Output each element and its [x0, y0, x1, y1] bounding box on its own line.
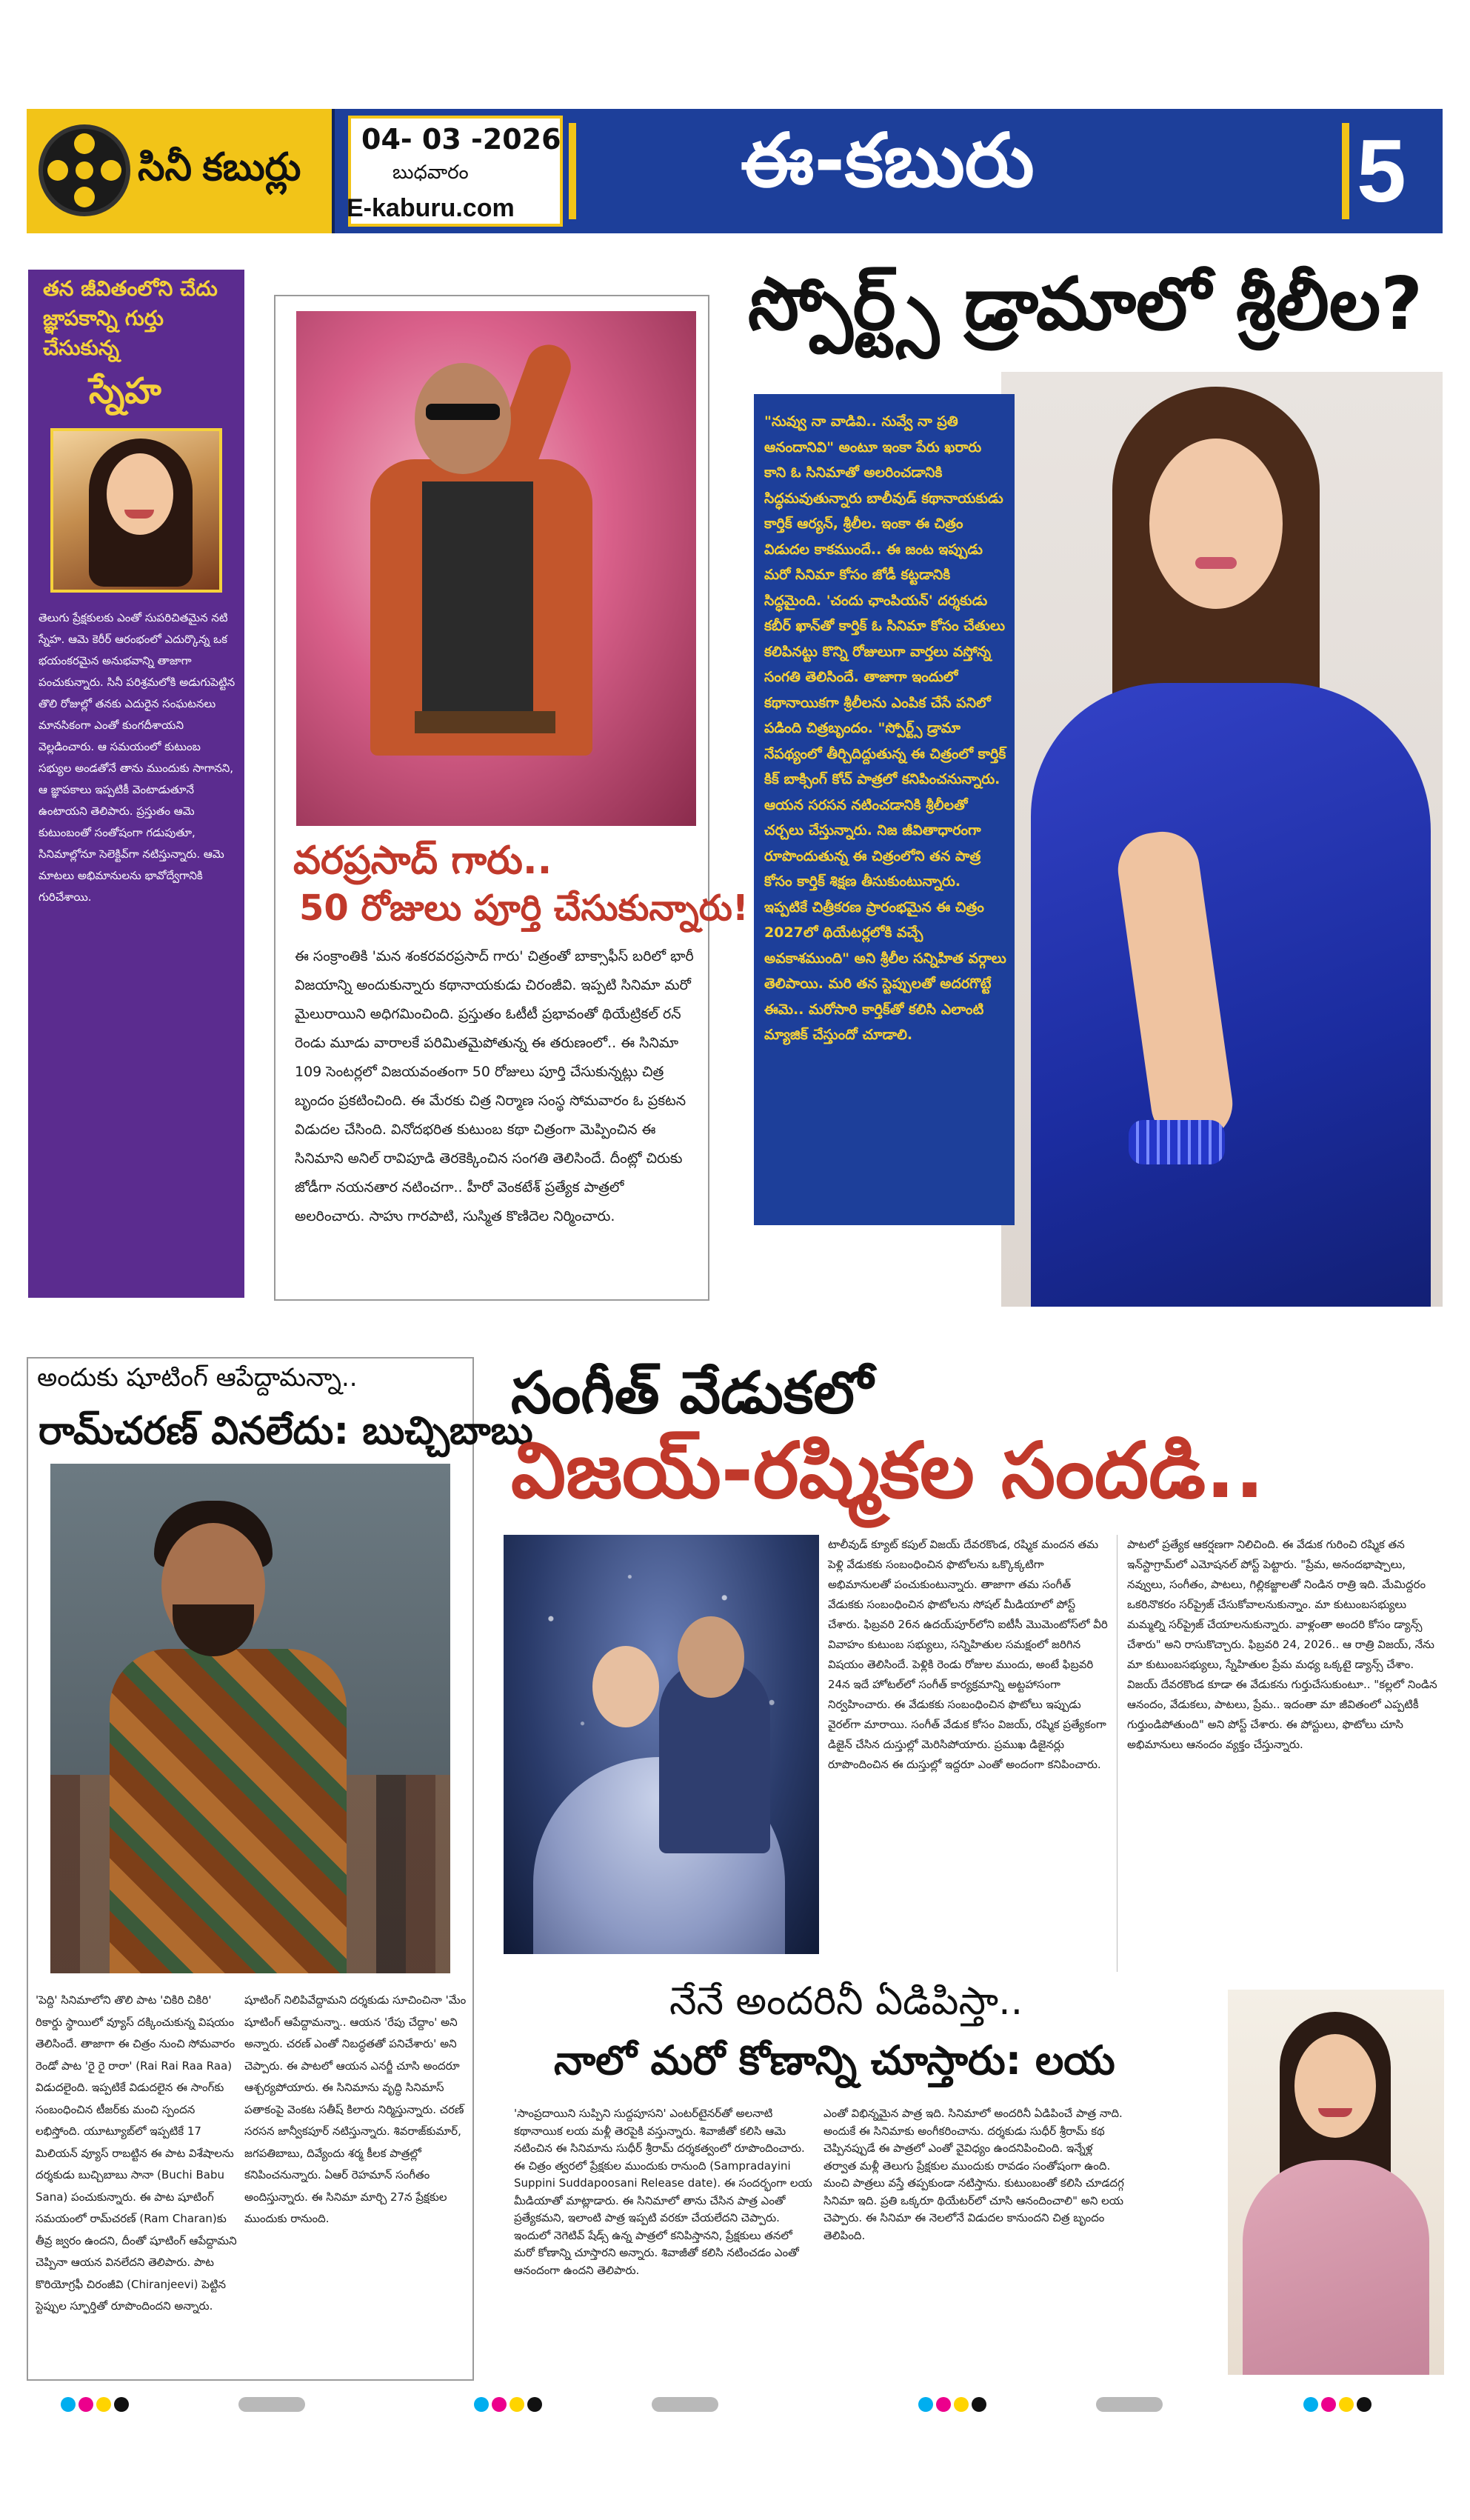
issue-day: బుధవారం [392, 161, 469, 184]
chiranjeevi-headline-line2: 50 రోజులు పూర్తి చేసుకున్నారు! [299, 887, 749, 929]
sneha-name: స్నేహ [89, 370, 161, 412]
chiranjeevi-actor-photo [296, 311, 696, 826]
registration-dot [972, 2397, 986, 2412]
vijay-rashmika-article-body: టాలీవుడ్ క్యూట్ కపుల్ విజయ్ దేవరకొండ, రష్మిక మందన తమ పెళ్లి వేడుకకు సంబంధించిన ఫొటోలను ఒక్కొక్కటిగా అభిమానులతో పంచుకుంటున్నారు. తాజాగా తమ సంగీత్ వేడుకకు సంబంధించిన ఫొటోలను సోషల్ మీడియాలో పోస్ట్ చేశారు. ఫిబ్రవరి 26న ఉదయ్‌పూర్‌లోని ఐటీసీ మొమెంటోస్‌లో వీరి వివాహం కుటుంబ సభ్యులు, సన్నిహితుల సమక్షంలో జరిగిన విషయం తెలిసిందే. పెళ్లికి రెండు రోజుల ముందు, అంటే ఫిబ్రవరి 24న ఇదే హోటల్‌లో సంగీత్ కార్యక్రమాన్ని అట్టహాసంగా నిర్వహించారు. ఈ వేడుకకు సంబంధించిన ఫొటోలు ఇప్పుడు వైరల్‌గా మారాయి. సంగీత్ వేడుక కోసం విజయ్, రష్మిక ప్రత్యేకంగా డిజైన్ చేసిన దుస్తుల్లో మెరిసిపోయారు. ప్రముఖ డిజైనర్లు రూపొందించిన ఈ దుస్తుల్లో ఇద్దరూ ఎంతో అందంగా కనిపించారు. [828, 1538, 1108, 1771]
page-number: 5 [1357, 121, 1406, 221]
sreeleela-headline: స్పోర్ట్స్ డ్రామాలో శ్రీలీల? [748, 262, 1423, 347]
registration-dot [1357, 2397, 1372, 2412]
vijay-rashmika-kicker: సంగీత్ వేడుకలో [511, 1360, 873, 1427]
laya-article-body-col2: ఎంతో విభిన్నమైన పాత్ర ఇది. సినిమాలో అందరినీ ఏడిపించే పాత్ర నాది. అందుకే ఈ సినిమాకు అంగీకరించాను. దర్శకుడు సుధీర్ శ్రీరామ్ కథ చెప్పినప్పుడే ఈ పాత్రలో ఎంతో వైవిధ్యం ఉందనిపించింది. ఇన్నేళ్ల తర్వాత మళ్లీ తెలుగు ప్రేక్షకుల ముందుకు రావడం సంతోషంగా ఉంది. మంచి పాత్రలు వస్తే తప్పకుండా నటిస్తాను. కుటుంబంతో కలిసి చూడదగ్గ సినిమా ఇది. ప్రతి ఒక్కరూ థియేటర్‌లో చూసి ఆనందించాలి" అని లయ చెప్పారు. ఈ సినిమా ఈ నెలలోనే విడుదల కానుందని చిత్ర బృందం తెలిపింది. [823, 2107, 1124, 2242]
registration-dot [492, 2397, 507, 2412]
vijay-rashmika-couple-photo [504, 1535, 819, 1954]
paper-name: ఈ-కబురు [741, 117, 1035, 204]
registration-dot [527, 2397, 542, 2412]
vijay-rashmika-headline: విజయ్-రష్మికల సందడి.. [511, 1425, 1265, 1516]
ramcharan-kicker: అందుకు షూటింగ్ ఆపేద్దామన్నా.. [37, 1363, 358, 1393]
ramcharan-actor-photo [50, 1464, 450, 1973]
chiranjeevi-article-body: ఈ సంక్రాంతికి 'మన శంకరవరప్రసాద్ గారు' చిత్రంతో బాక్సాఫీస్ బరిలో భారీ విజయాన్ని అందుకున్నారు కథానాయకుడు చిరంజీవి. ఇప్పటి సినిమా మరో మైలురాయిని అధిగమించింది. ప్రస్తుతం ఓటీటీ ప్రభావంతో థియేట్రికల్ రన్ రెండు మూడు వారాలకే పరిమితమైపోతున్న ఈ తరుణంలో.. ఈ సినిమా 109 సెంటర్లలో విజయవంతంగా 50 రోజులు పూర్తి చేసుకున్నట్లు చిత్ర బృందం ప్రకటించింది. ఈ మేరకు చిత్ర నిర్మాణ సంస్థ సోమవారం ఓ ప్రకటన విడుదల చేసింది. వినోదభరిత కుటుంబ కథా చిత్రంగా మెప్పించిన ఈ సినిమాని అనిల్ రావిపూడి తెరకెక్కించిన సంగతి తెలిసిందే. దీంట్లో చిరుకు జోడీగా నయనతార నటించగా.. హీరో వెంకటేశ్ ప్రత్యేక పాత్రలో అలరించారు. సాహు గారపాటి, సుస్మిత కొణిదెల నిర్మించారు. [295, 948, 694, 1224]
laya-headline: నాలో మరో కోణాన్ని చూస్తారు: లయ [554, 2037, 1115, 2084]
sreeleela-actress-photo [1001, 372, 1443, 1307]
registration-dot [918, 2397, 933, 2412]
ramcharan-article-body: 'పెద్ది' సినిమాలోని తొలి పాట 'చికిరి చికిరి' రికార్డు స్థాయిలో వ్యూస్ దక్కించుకున్న విషయం తెలిసిందే. తాజాగా ఈ చిత్రం నుంచి సోమవారం రెండో పాట 'రై రై రారా' (Rai Rai Raa Raa) విడుదలైంది. ఇప్పటికే విడుదలైన ఈ సాంగ్‌కు సంబంధించిన టీజర్‌కు మంచి స్పందన లభిస్తోంది. యూట్యూబ్‌లో ఇప్పటికే 17 మిలియన్ వ్యూస్ రాబట్టిన ఈ పాట విశేషాలను దర్శకుడు బుచ్చిబాబు సానా (Buchi Babu Sana) పంచుకున్నారు. ఈ పాట షూటింగ్ సమయంలో రామ్‌చరణ్ (Ram Charan)కు తీవ్ర జ్వరం ఉందని, దీంతో షూటింగ్ ఆపేద్దామని చెప్పినా ఆయన వినలేదని తెలిపారు. పాట కొరియోగ్రఫీ చిరంజీవి (Chiranjeevi) పెట్టిన స్టెప్పుల స్ఫూర్తితో రూపొందిందని అన్నారు. [36, 1993, 237, 2313]
sreeleela-article-body: "నువ్వు నా వాడివి.. నువ్వే నా ప్రతి ఆనందానివి" అంటూ ఇంకా పేరు ఖరారు కాని ఓ సినిమాతో అలరించడానికి సిద్ధమవుతున్నారు బాలీవుడ్ కథానాయకుడు కార్తిక్ ఆర్యన్, శ్రీలీల. ఇంకా ఈ చిత్రం విడుదల కాకముందే.. ఈ జంట ఇప్పుడు మరో సినిమా కోసం జోడీ కట్టడానికి సిద్ధమైంది. 'చందు ఛాంపియన్' దర్శకుడు కబీర్ ఖాన్‌తో కార్తిక్ ఓ సినిమా కోసం చేతులు కలిపినట్టు కొన్ని రోజులుగా వార్తలు వస్తోన్న సంగతి తెలిసిందే. తాజాగా ఇందులో కథానాయికగా శ్రీలీలను ఎంపిక చేసే పనిలో పడింది చిత్రబృందం. "స్పోర్ట్స్ డ్రామా నేపథ్యంలో తీర్చిదిద్దుతున్న ఈ చిత్రంలో కార్తిక్ కిక్ బాక్సింగ్ కోచ్ పాత్రలో కనిపించనున్నారు. ఆయన సరసన నటించడానికి శ్రీలీలతో చర్చలు చేస్తున్నారు. నిజ జీవితాధారంగా రూపొందుతున్న ఈ చిత్రంలోని తన పాత్ర కోసం కార్తిక్ శిక్షణ తీసుకుంటున్నారు. ఇప్పటికే చిత్రీకరణ ప్రారంభమైన ఈ చిత్రం 2027లో థియేటర్లలోకి వచ్చే అవకాశముంది" అని శ్రీలీల సన్నిహిత వర్గాలు తెలిపాయి. మరి తన స్టెప్పులతో అదరగొట్టే ఈమె.. మరోసారి కార్తిక్‌తో కలిసి ఎలాంటి మ్యాజిక్ చేస్తుందో చూడాలి. [764, 413, 1006, 1043]
site-url: E-kaburu.com [347, 194, 515, 222]
registration-bar [1096, 2397, 1163, 2412]
sneha-article-body: తెలుగు ప్రేక్షకులకు ఎంతో సుపరిచితమైన నటి స్నేహ. ఆమె కెరీర్ ఆరంభంలో ఎదుర్కొన్న ఒక భయంకరమైన అనుభవాన్ని తాజాగా పంచుకున్నారు. సినీ పరిశ్రమలోకి అడుగుపెట్టిన తొలి రోజుల్లో తనకు ఎదురైన సంఘటనలు మానసికంగా ఎంతో కుంగదీశాయని వెల్లడించారు. ఆ సమయంలో కుటుంబ సభ్యుల అండతోనే తాను ముందుకు సాగానని, ఆ జ్ఞాపకాలు ఇప్పటికీ వెంటాడుతూనే ఉంటాయని తెలిపారు. ప్రస్తుతం ఆమె కుటుంబంతో సంతోషంగా గడుపుతూ, సినిమాల్లోనూ సెలెక్టివ్‌గా నటిస్తున్నారు. ఆమె మాటలు అభిమానులను భావోద్వేగానికి గురిచేశాయి. [39, 611, 235, 904]
registration-dot [936, 2397, 951, 2412]
registration-dot [96, 2397, 111, 2412]
registration-bar [238, 2397, 305, 2412]
vijay-rashmika-article-body-col2: పాటలో ప్రత్యేక ఆకర్షణగా నిలిచింది. ఈ వేడుక గురించి రష్మిక తన ఇన్‌స్టాగ్రామ్‌లో ఎమోషనల్ పోస్ట్ పెట్టారు. "ప్రేమ, అనందభాష్పాలు, నవ్వులు, సంగీతం, పాటలు, గిల్లికజ్జాలతో నిండిన రాత్రి ఇది. మేమిద్దరం ఒకరినొకరం సర్‌ప్రైజ్ చేసుకోవాలనుకున్నాం. మా కుటుంబసభ్యులు మమ్మల్ని సర్‌ప్రైజ్ చేయాలనుకున్నారు. వాళ్లంతా అందరి కోసం డ్యాన్స్ చేశారు" అని రాసుకొచ్చారు. ఫిబ్రవరి 24, 2026.. ఆ రాత్రి విజయ్, నేను మా కుటుంబసభ్యులు, స్నేహితుల ప్రేమ మధ్య ఒక్కటై డ్యాన్స్ చేశాం. విజయ్ దేవరకొండ కూడా ఈ వేడుకను గుర్తుచేసుకుంటూ.. "కల్లలో నిండిన ఆనందం, వేడుకలు, పాటలు, ప్రేమ.. ఇదంతా మా జీవితంలో ఎప్పటికీ గుర్తుండిపోతుంది" అని పోస్ట్ చేశారు. ఈ పోస్టులు, ఫొటోలు చూసి అభిమానులు ఆనందం వ్యక్తం చేస్తున్నారు. [1127, 1538, 1437, 1751]
ramcharan-article-body-col2: షూటింగ్ నిలిపివేద్దామని దర్శకుడు సూచించినా 'మేం షూటింగ్ ఆపేద్దామన్నా.. ఆయన 'రేపు చేద్దాం' అని అన్నారు. చరణ్ ఎంతో నిబద్ధతతో పనిచేశారు' అని చెప్పారు. ఈ పాటలో ఆయన ఎనర్జీ చూసి అందరూ ఆశ్చర్యపోయారు. ఈ సినిమాను వృద్ధి సినిమాస్ పతాకంపై వెంకట సతీష్ కిలారు నిర్మిస్తున్నారు. చరణ్ సరసన జాన్వీకపూర్ నటిస్తున్నారు. శివరాజ్‌కుమార్, జగపతిబాబు, దివ్యేందు శర్మ కీలక పాత్రల్లో కనిపించనున్నారు. ఏఆర్ రెహమాన్ సంగీతం అందిస్తున్నారు. ఈ సినిమా మార్చి 27న ప్రేక్షకుల ముందుకు రానుంది. [244, 1993, 467, 2225]
registration-dot [1339, 2397, 1354, 2412]
masthead-divider [569, 123, 576, 219]
issue-date: 04- 03 -2026 [361, 123, 561, 156]
registration-dot [61, 2397, 76, 2412]
sneha-portrait-photo [50, 428, 222, 593]
laya-kicker: నేనే అందరినీ ఏడిపిస్తా.. [669, 1979, 1023, 2024]
laya-article-body: 'సాంప్రదాయిని సుప్పిని సుద్దపూసని' ఎంటర్‌టైనర్‌తో అలనాటి కథానాయిక లయ మళ్లీ తెరపైకి వస్తున్నారు. శివాజీతో కలిసి ఆమె నటించిన ఈ సినిమాను సుధీర్ శ్రీరామ్ దర్శకత్వంలో రూపొందించారు. ఈ చిత్రం త్వరలో ప్రేక్షకుల ముందుకు రానుంది (Sampradayini Suppini Suddapoosani Release date). ఈ సందర్భంగా లయ మీడియాతో మాట్లాడారు. ఈ సినిమాలో తాను చేసిన పాత్ర ఎంతో ప్రత్యేకమని, ఇలాంటి పాత్ర ఇప్పటి వరకూ చేయలేదని చెప్పారు. ఇందులో నెగెటివ్ షేడ్స్ ఉన్న పాత్రలో కనిపిస్తానని, ప్రేక్షకులు తనలో మరో కోణాన్ని చూస్తారని అన్నారు. శివాజీతో కలిసి నటించడం ఎంతో ఆనందంగా ఉందని తెలిపారు. [514, 2107, 812, 2277]
registration-dot [510, 2397, 524, 2412]
registration-bar [652, 2397, 718, 2412]
brand-name: సినీ కబుర్లు [138, 146, 301, 189]
registration-dot [954, 2397, 969, 2412]
chiranjeevi-headline: వరప్రసాద్ గారు.. [293, 839, 552, 883]
masthead-divider [1342, 123, 1349, 219]
registration-dot [114, 2397, 129, 2412]
registration-dot [1321, 2397, 1336, 2412]
film-reel-icon [39, 124, 130, 216]
laya-actress-photo [1228, 1990, 1444, 2375]
sneha-kicker: తన జీవితంలోని చేదు జ్ఞాపకాన్ని గుర్తు చేసుకున్న [43, 276, 218, 360]
registration-dot [474, 2397, 489, 2412]
registration-dot [78, 2397, 93, 2412]
ramcharan-headline: రామ్‌చరణ్ వినలేదు: బుచ్చిబాబు [39, 1409, 533, 1453]
registration-dot [1303, 2397, 1318, 2412]
